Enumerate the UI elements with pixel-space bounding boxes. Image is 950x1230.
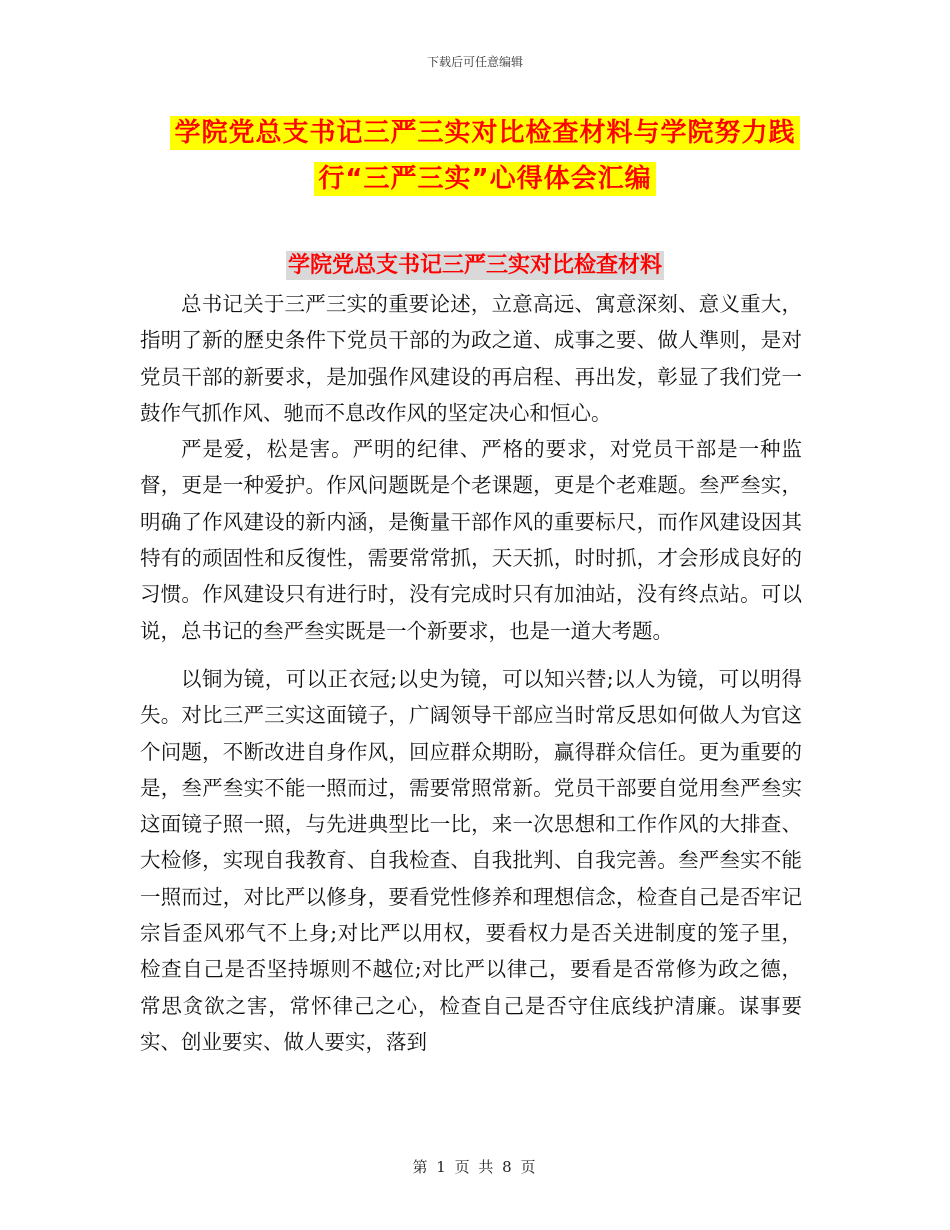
document-body: [140, 286, 802, 1060]
header-note: 下载后可任意编辑: [426, 55, 523, 69]
document-title-text: 学院党总支书记三严三实对比检查材料与学院努力践行“三严三实”心得体会汇编: [170, 116, 799, 196]
page-number: 第 1 页 共 8 页: [412, 1158, 538, 1176]
section-title-text: 学院党总支书记三严三实对比检查材料: [287, 253, 662, 278]
paragraph-3: 以铜为镜，可以正衣冠;以史为镜，可以知兴替;以人为镜，可以明得失。对比三严三实这面镜子，广阔领导干部应当时常反思如何做人为官这个问题，不断改进自身作风，回应群众期盼，赢得群众信任。更为重要的是，叁严叁实不能一照而过，需要常照常新。党员干部要自觉用叁严叁实这面镜子照一照，与先进典型比一比，来一次思想和工作作风的大排查、大检修，实现自我教育、自我检查、自我批判、自我完善。叁严叁实不能一照而过，对比严以修身，要看党性修养和理想信念，检查自己是否牢记宗旨歪风邪气不上身;对比严以用权，要看权力是否关进制度的笼子里，检查自己是否坚持塬则不越位;对比严以律己，要看是否常修为政之德，常思贪欲之害，常怀律己之心，检查自己是否守住底线护清廉。谋事要实、创业要实、做人要实，落到: [140, 666, 802, 1054]
document-title: [140, 110, 830, 202]
paragraph-1: 总书记关于三严三实的重要论述，立意高远、寓意深刻、意义重大，指明了新的歷史条件下党员干部的为政之道、成事之要、做人準则，是对党员干部的新要求，是加强作风建设的再启程、再出发，彰显了我们党一鼓作气抓作风、驰而不息改作风的坚定决心和恒心。: [140, 292, 802, 425]
paragraph-2: 严是爱，松是害。严明的纪律、严格的要求，对党员干部是一种监督，更是一种爱护。作风问题既是个老课题，更是个老难题。叁严叁实，明确了作风建设的新内涵，是衡量干部作风的重要标尺，而作风建设因其特有的顽固性和反復性，需要常常抓，天天抓，时时抓，才会形成良好的习惯。作风建设只有进行时，没有完成时只有加油站，没有终点站。可以说，总书记的叁严叁实既是一个新要求，也是一道大考题。: [140, 437, 802, 643]
section-title: [0, 248, 950, 279]
